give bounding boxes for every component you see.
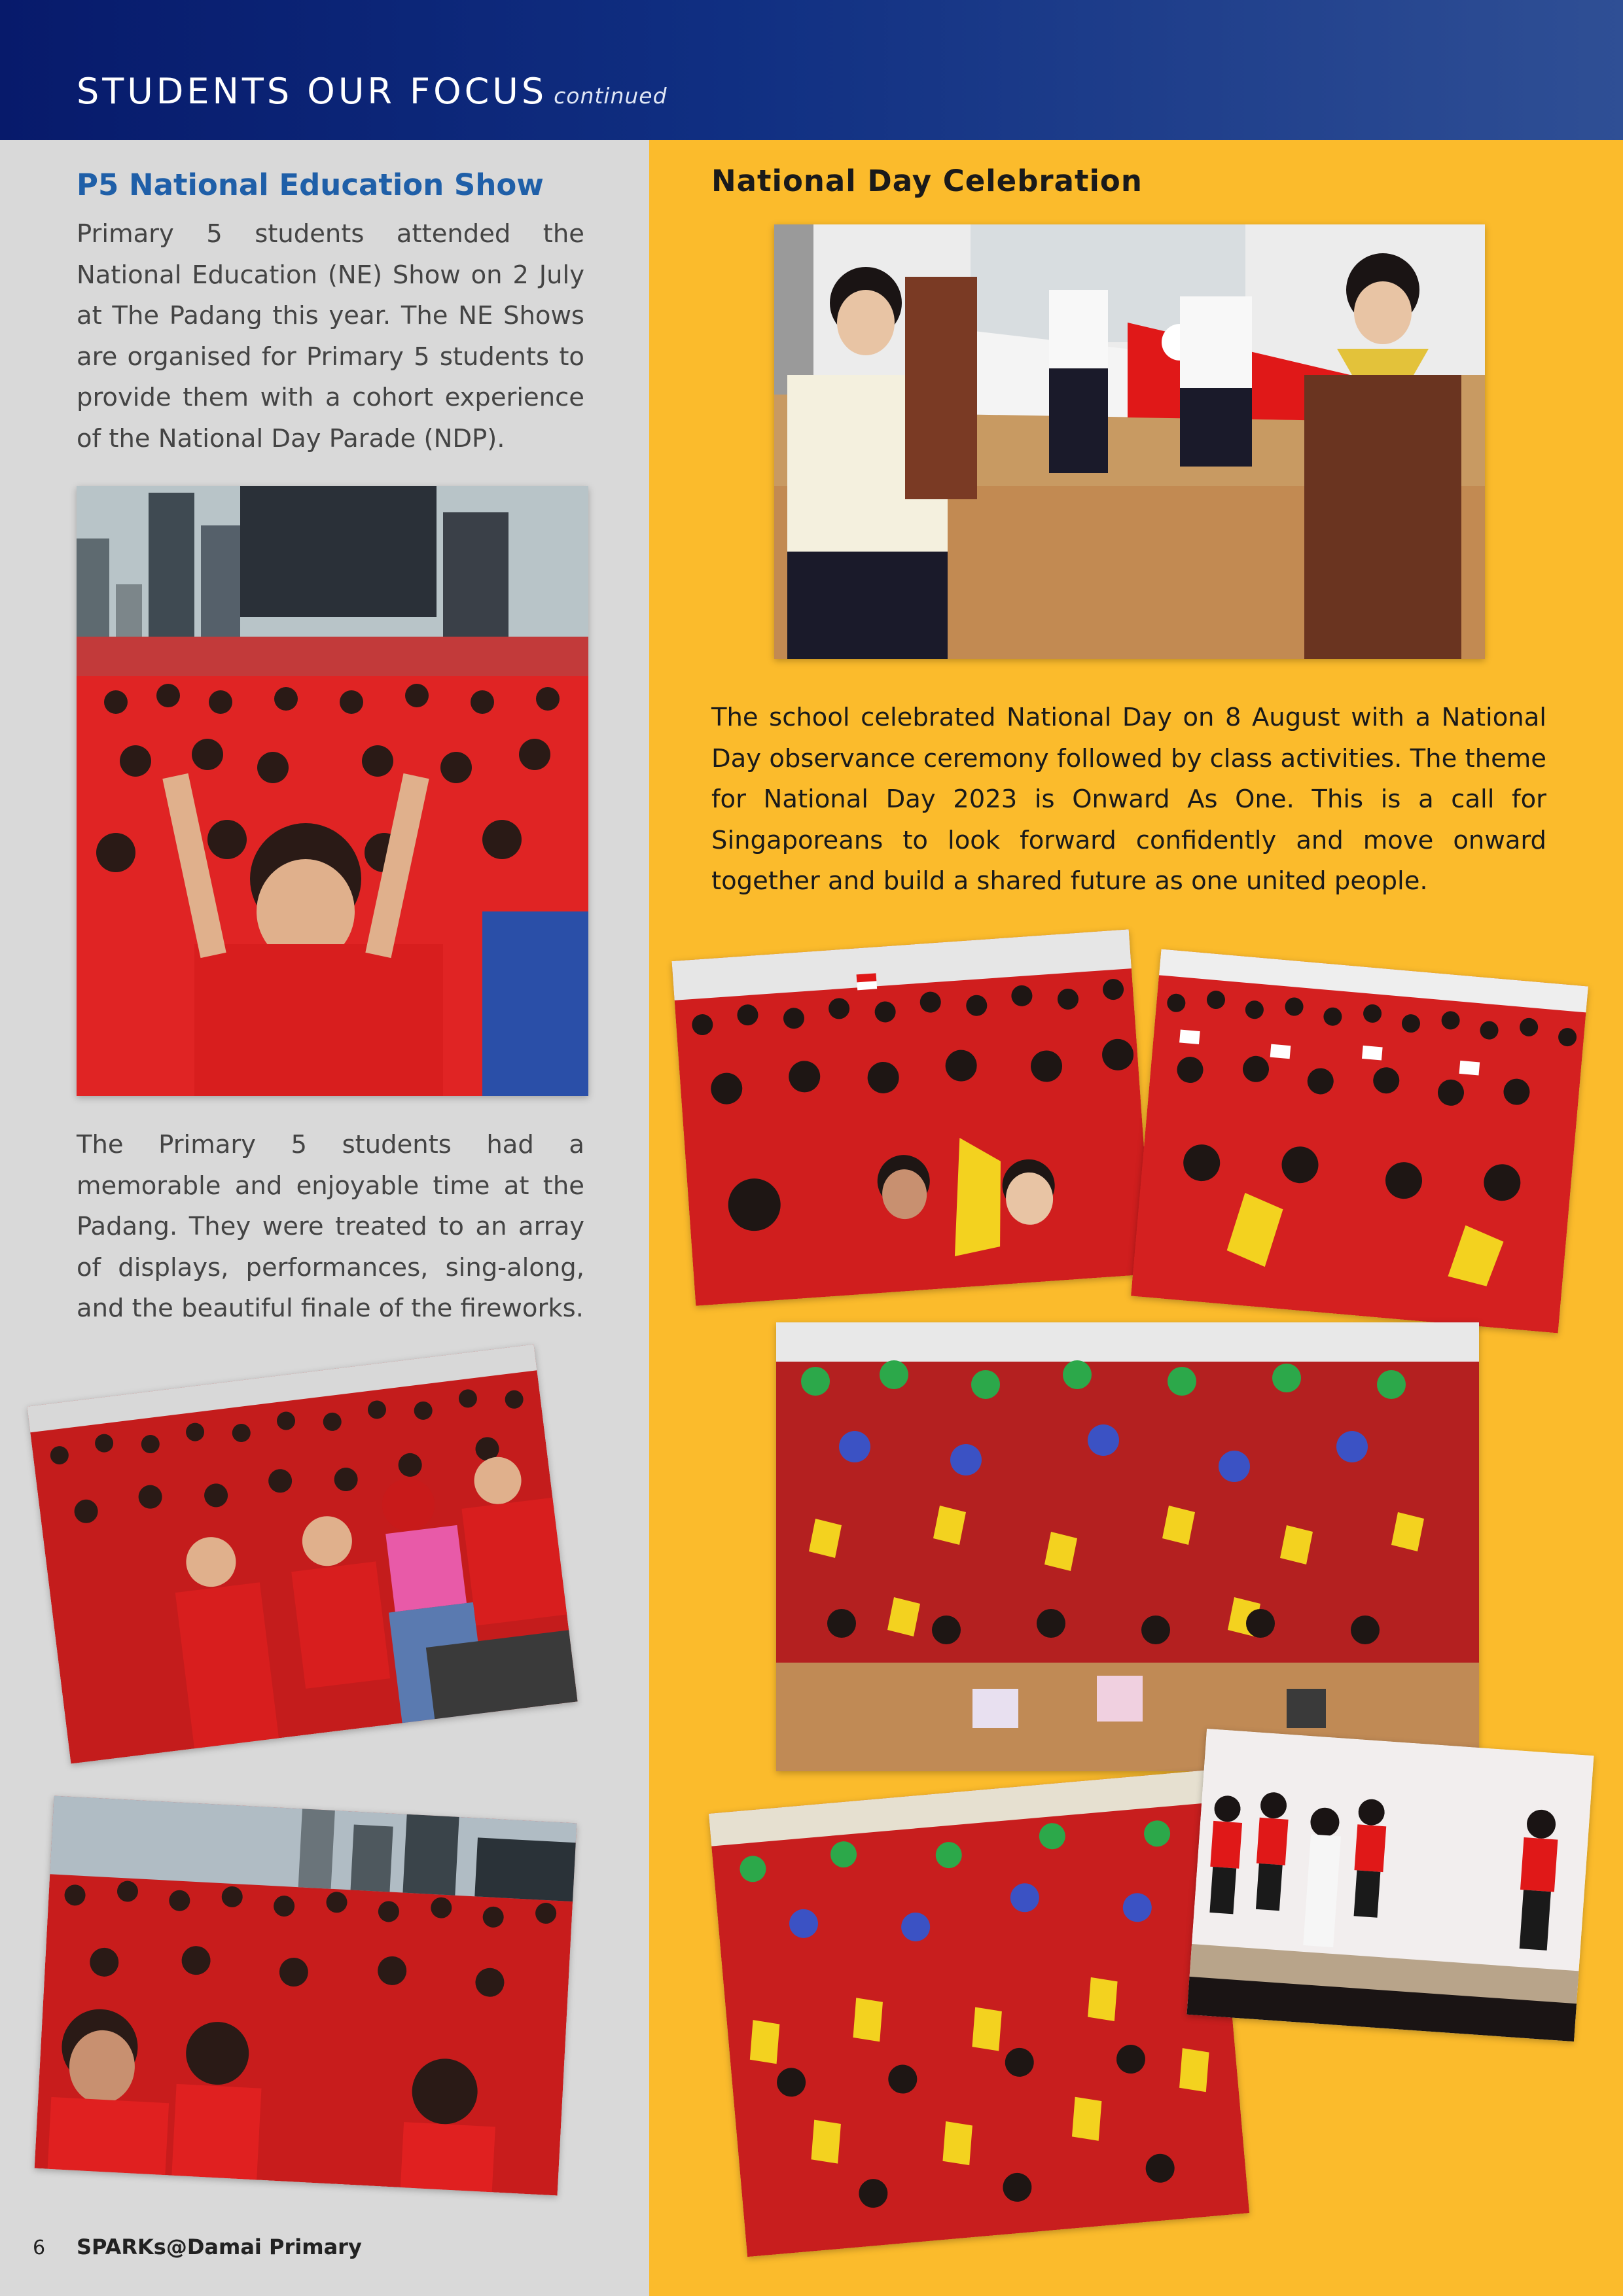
page-header <box>0 0 1623 140</box>
section-subtitle: continued <box>554 83 668 109</box>
padang-crowd-photo <box>77 486 588 1096</box>
page-number: 6 <box>33 2236 46 2259</box>
ne-show-recap: The Primary 5 students had a memorable and enjoyable time at the Padang. They were treated to an array of displays, performances, sing-along, and the beautiful finale of the fireworks. <box>77 1130 584 1323</box>
ne-show-heading: P5 National Education Show <box>77 168 544 202</box>
ne-show-intro: Primary 5 students attended the National Education (NE) Show on 2 July at The Padang this year. The NE Shows are organised for Primary 5 students to provide them with a cohort experience of the National Day Parade (NDP). <box>77 219 584 453</box>
hall-flags-photo <box>709 1770 1249 2257</box>
padang-students-photo <box>35 1795 577 2195</box>
newsletter-brand: SPARKs@Damai Primary <box>77 2234 362 2259</box>
padang-teachers-photo <box>27 1345 577 1764</box>
section-title: STUDENTS OUR FOCUS continued <box>77 71 668 112</box>
hall-celebration-photo <box>776 1322 1479 1771</box>
national-day-text: The school celebrated National Day on 8 August with a National Day observance ceremony followed by class activities. The theme for National Day 2023 is Onward As One. This is a call for Singaporeans to look forward confidently and move onward together and build a shared future as one united people. <box>711 703 1546 896</box>
national-day-heading: National Day Celebration <box>711 164 1143 198</box>
stage-performance-photo <box>1186 1729 1594 2041</box>
flag-ceremony-photo <box>774 224 1485 659</box>
classroom-celebration-photo-1 <box>671 929 1152 1306</box>
classroom-celebration-photo-2 <box>1131 949 1588 1333</box>
